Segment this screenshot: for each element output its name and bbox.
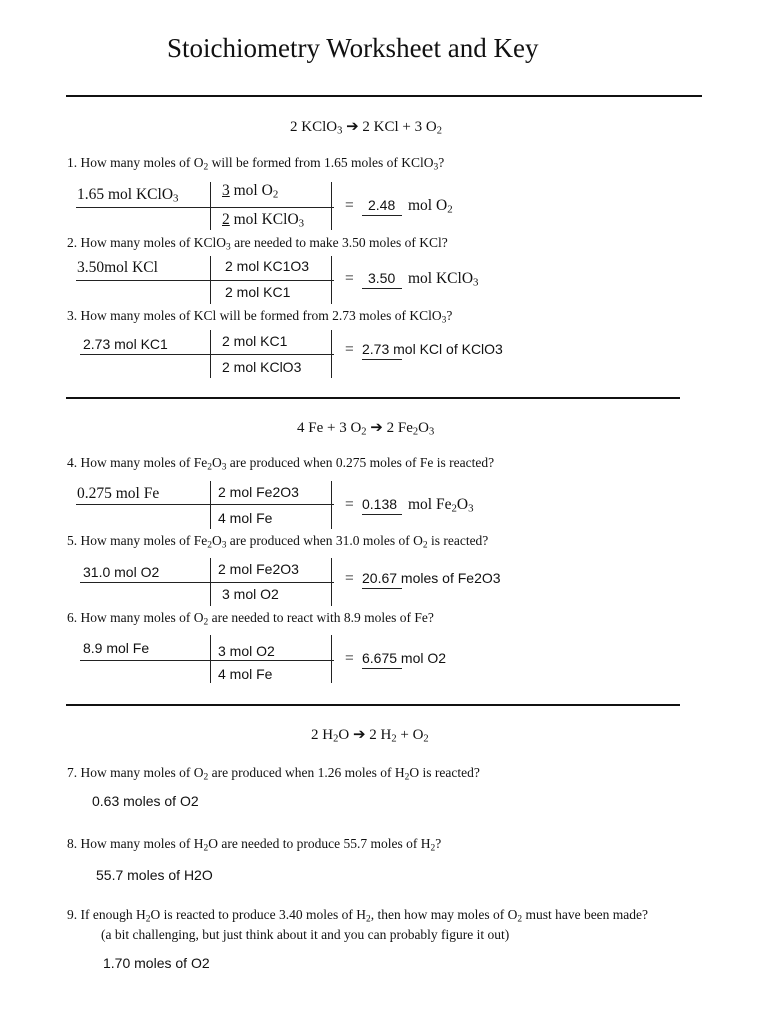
section-divider-2: [66, 704, 680, 706]
q2-divider-left: [210, 256, 211, 304]
q3-answer-line: [362, 359, 402, 360]
equation-3: 2 $H_2O$ ➔ 2 $H_2 + O_2$: [311, 727, 429, 745]
q6-divider-left: [210, 635, 211, 683]
q3-divider-left: [210, 330, 211, 378]
q4-divider-right: [331, 481, 332, 529]
q2-fraction-bar: [76, 280, 334, 281]
q4-answer-line: [362, 514, 402, 515]
q1-divider-left: [210, 182, 211, 230]
question-7: 7. How many moles of $O_2$ are produced when 1.26 moles of $H_2O$ is reacted?: [67, 765, 480, 783]
q3-fraction-bar: [80, 354, 334, 355]
question-9: 9. If enough $H_2O$ is reacted to produce 3.40 moles of $H_2$, then how may moles of $O_2$ must have been made?: [67, 907, 649, 925]
q2-unit: mol KClO$_3$: [408, 270, 479, 289]
q2-equals: =: [345, 270, 354, 287]
q1-denominator: 2 mol KClO$_3$: [222, 211, 305, 230]
q2-numerator: 2 mol KC1O3: [225, 258, 310, 274]
question-3: 3. How many moles of KCl will be formed from 2.73 moles of KClO$_3$?: [67, 308, 453, 326]
q4-fraction-bar: [76, 504, 334, 505]
question-5: 5. How many moles of $Fe_2O_3$ are produced when 31.0 moles of $O_2$ is reacted?: [67, 533, 489, 551]
q3-numerator: 2 mol KC1: [222, 333, 288, 349]
q3-answer: 2.73 mol KCl of KClO3: [362, 341, 503, 357]
question-1: 1. How many moles of $O_2$ will be formed from 1.65 moles of KClO$_3$?: [67, 155, 445, 173]
q1-divider-right: [331, 182, 332, 230]
q1-fraction-bar: [76, 207, 334, 208]
q6-divider-right: [331, 635, 332, 683]
question-4: 4. How many moles of $Fe_2O_3$ are produced when 0.275 moles of Fe is reacted?: [67, 455, 495, 473]
q5-given: 31.0 mol O2: [83, 564, 160, 580]
equation-1: 2 KClO$_3$ ➔ 2 KCl + 3 $O_2$: [290, 119, 442, 137]
q5-answer: 20.67 moles of Fe2O3: [362, 570, 501, 586]
equation-2: 4 Fe + 3 $O_2$ ➔ 2 $Fe_2O_3$: [297, 420, 435, 438]
q1-answer: 2.48: [368, 197, 396, 213]
q5-answer-line: [362, 588, 402, 589]
q6-given: 8.9 mol Fe: [83, 640, 150, 656]
q5-divider-right: [331, 558, 332, 606]
q5-equals: =: [345, 570, 354, 587]
q6-fraction-bar: [80, 660, 334, 661]
q5-divider-left: [210, 558, 211, 606]
q1-answer-line: [362, 215, 402, 216]
q3-equals: =: [345, 341, 354, 358]
q2-answer-line: [362, 288, 402, 289]
q6-equals: =: [345, 650, 354, 667]
q1-given: 1.65 mol KClO$_3$: [77, 186, 179, 205]
q1-unit: mol $O_2$: [408, 197, 453, 216]
q2-answer: 3.50: [368, 270, 396, 286]
q3-divider-right: [331, 330, 332, 378]
q3-denominator: 2 mol KClO3: [222, 359, 302, 375]
q5-fraction-bar: [80, 582, 334, 583]
question-8: 8. How many moles of $H_2O$ are needed to produce 55.7 moles of $H_2$?: [67, 836, 442, 854]
q2-given: 3.50mol KCl: [77, 259, 158, 276]
q8-answer: 55.7 moles of H2O: [96, 867, 213, 883]
q6-answer: 6.675 mol O2: [362, 650, 447, 666]
title-divider: [66, 95, 702, 97]
q2-denominator: 2 mol KC1: [225, 284, 291, 300]
q4-given: 0.275 mol Fe: [77, 485, 160, 502]
q4-unit: mol $Fe_2O_3$: [408, 496, 474, 515]
q9-note: (a bit challenging, but just think about it and you can probably figure it out): [101, 927, 510, 942]
q3-given: 2.73 mol KC1: [83, 336, 168, 352]
q6-numerator: 3 mol O2: [218, 643, 275, 659]
q1-numerator: 3 mol $O_2$: [222, 182, 279, 201]
q5-denominator: 3 mol O2: [222, 586, 279, 602]
q5-numerator: 2 mol Fe2O3: [218, 561, 299, 577]
page-title: Stoichiometry Worksheet and Key: [167, 33, 539, 63]
q2-divider-right: [331, 256, 332, 304]
q1-equals: =: [345, 197, 354, 214]
section-divider-1: [66, 397, 680, 399]
question-6: 6. How many moles of $O_2$ are needed to react with 8.9 moles of Fe?: [67, 610, 434, 628]
q6-denominator: 4 mol Fe: [218, 666, 273, 682]
q4-divider-left: [210, 481, 211, 529]
q7-answer: 0.63 moles of O2: [92, 793, 199, 809]
q4-numerator: 2 mol Fe2O3: [218, 484, 299, 500]
q4-answer: 0.138: [362, 496, 398, 512]
question-2: 2. How many moles of KClO$_3$ are needed to make 3.50 moles of KCl?: [67, 235, 448, 253]
q4-equals: =: [345, 496, 354, 513]
q6-answer-line: [362, 668, 402, 669]
q4-denominator: 4 mol Fe: [218, 510, 273, 526]
q9-answer: 1.70 moles of O2: [103, 955, 210, 971]
